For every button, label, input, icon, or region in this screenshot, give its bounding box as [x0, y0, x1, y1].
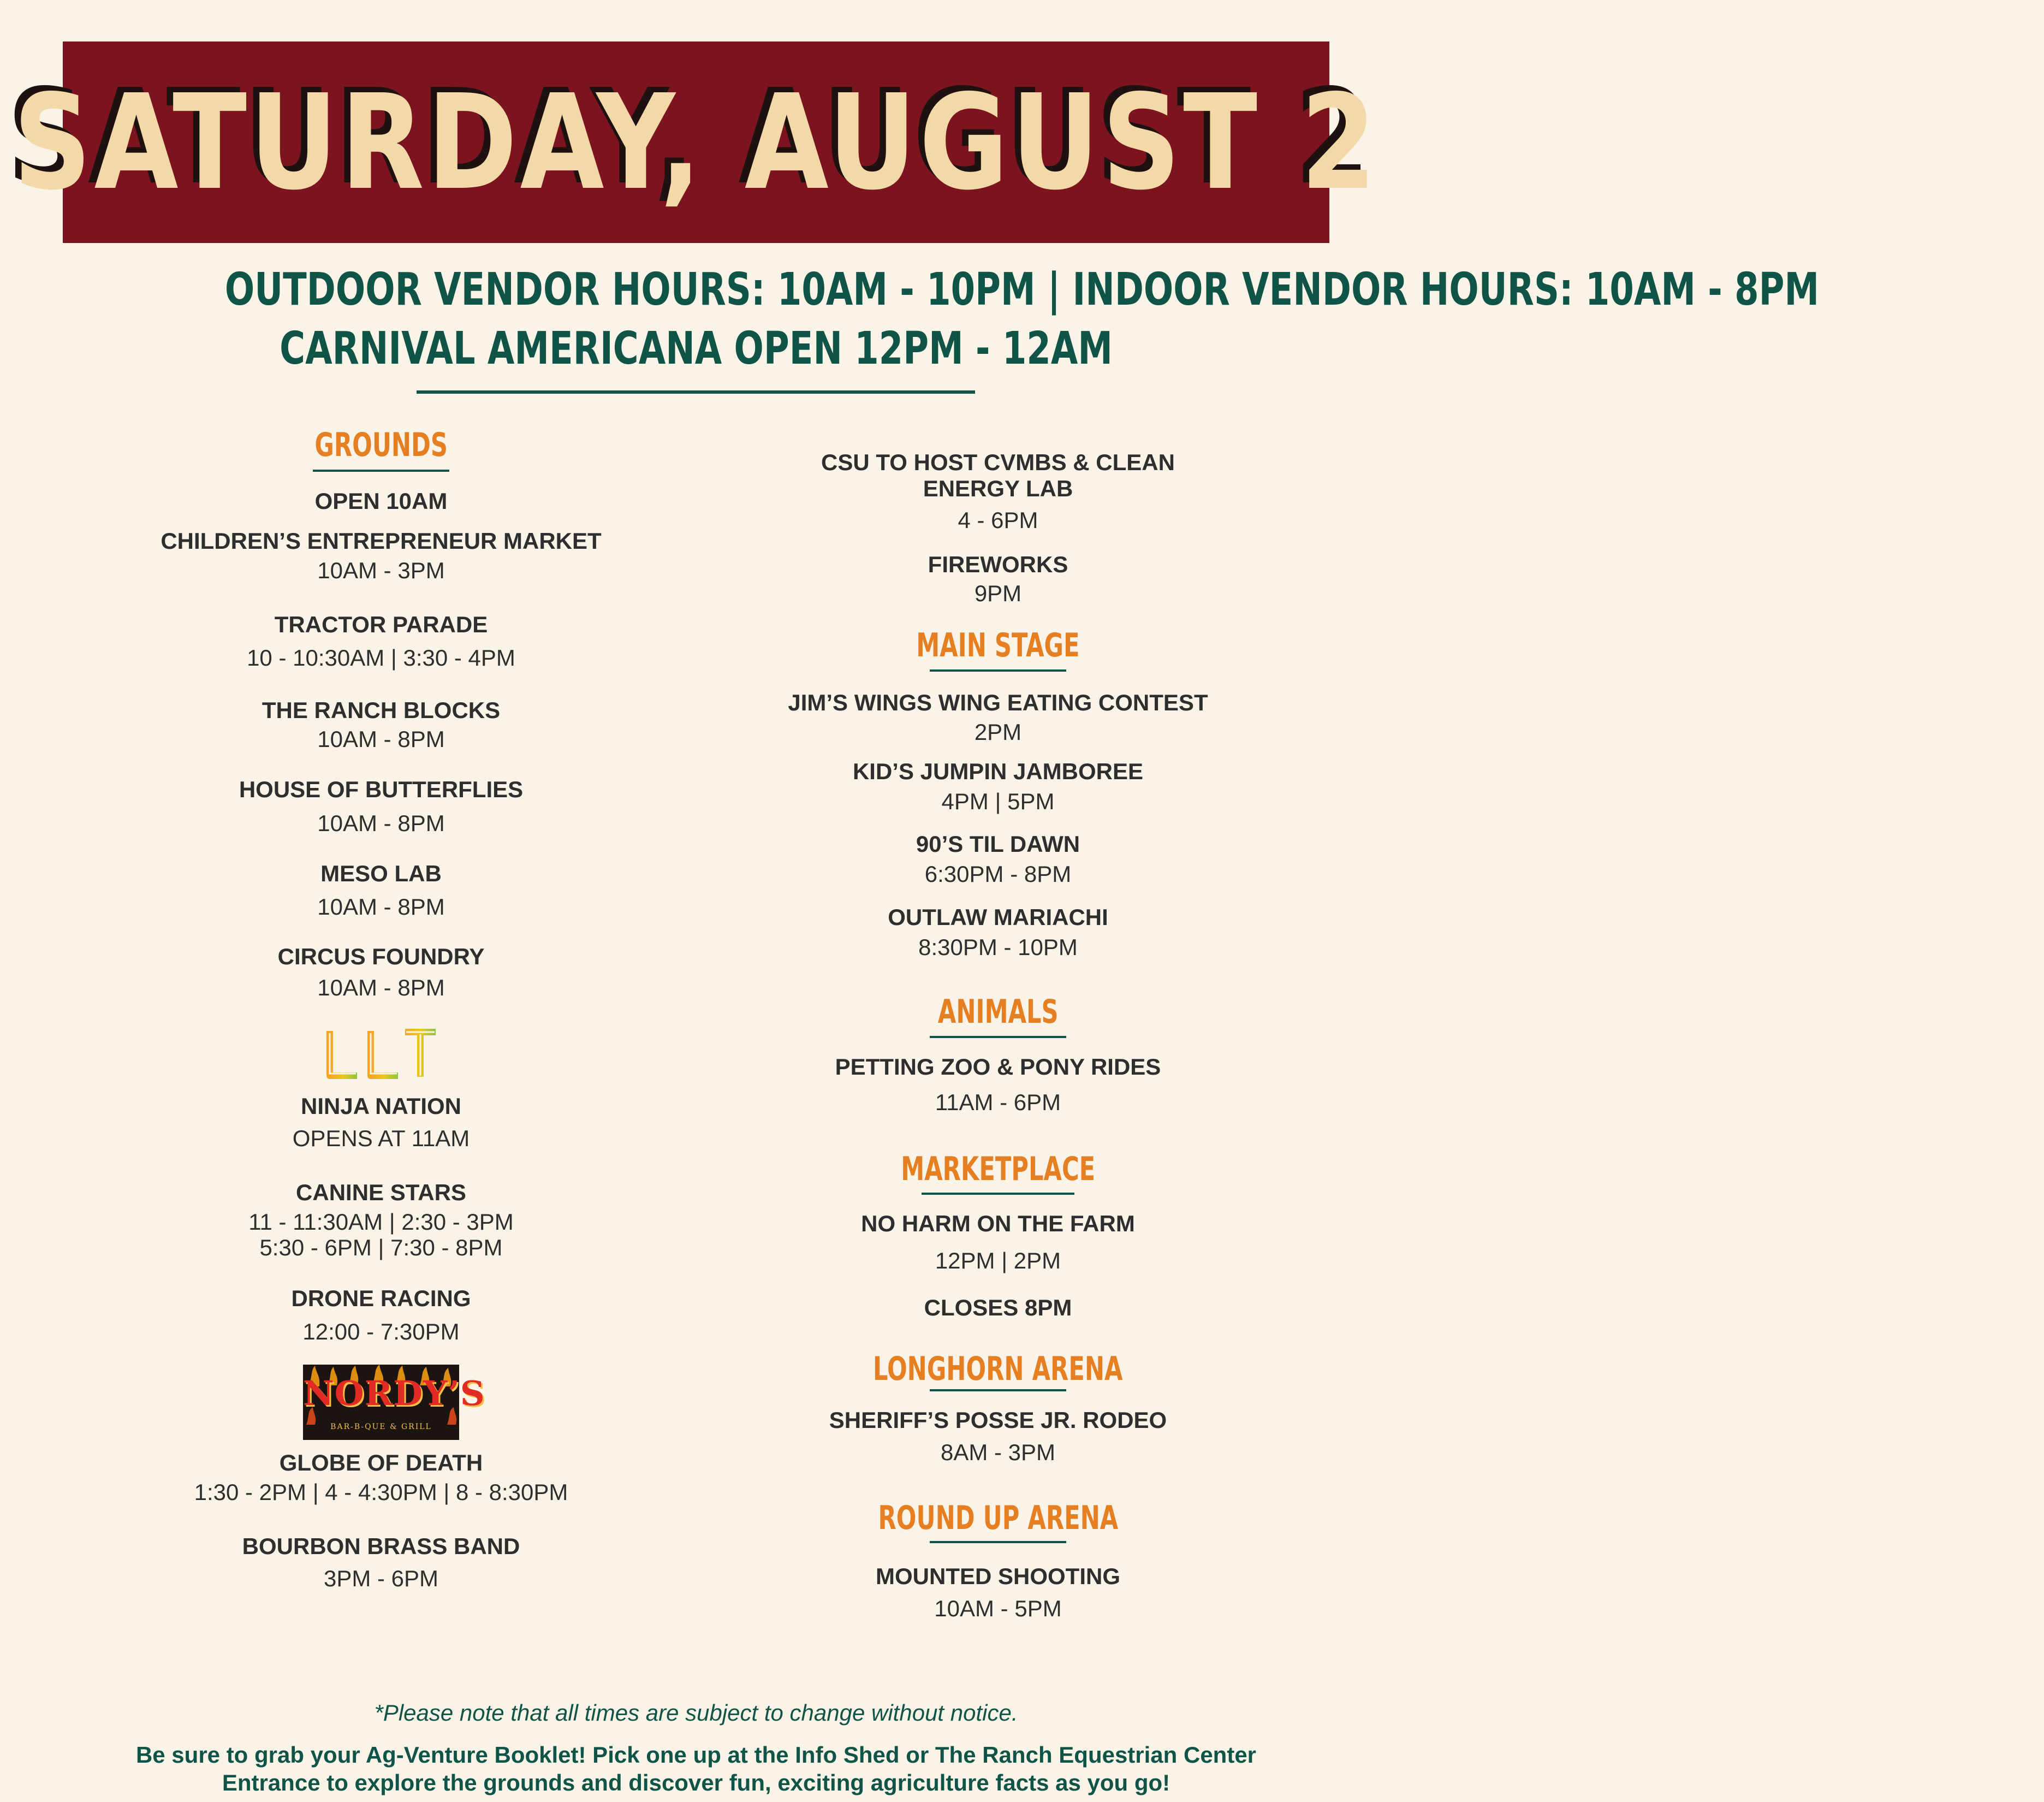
event-name: SHERIFF’S POSSE JR. RODEO: [829, 1407, 1167, 1433]
event-time: 10AM - 8PM: [317, 810, 445, 836]
disclaimer-note: *Please note that all times are subject to change without notice.: [374, 1700, 1018, 1726]
marketplace-heading: MARKETPLACE: [901, 1150, 1095, 1188]
main-stage-heading-rule: [930, 669, 1066, 672]
main-stage-heading: MAIN STAGE: [916, 626, 1080, 665]
event-time: 4PM | 5PM: [941, 789, 1055, 814]
event-time: 12:00 - 7:30PM: [302, 1319, 460, 1344]
event-name: CHILDREN’S ENTREPRENEUR MARKET: [161, 528, 602, 554]
animals-heading: ANIMALS: [937, 993, 1059, 1031]
event-name: ENERGY LAB: [923, 476, 1073, 501]
vendor-hours: OUTDOOR VENDOR HOURS: 10AM - 10PM | INDOOR VENDOR HOURS: 10AM - 8PM: [224, 264, 1820, 316]
event-name: CSU TO HOST CVMBS & CLEAN: [821, 449, 1175, 475]
round-up-arena-heading-rule: [930, 1541, 1066, 1543]
event-name: THE RANCH BLOCKS: [262, 697, 501, 723]
event-time: 10 - 10:30AM | 3:30 - 4PM: [247, 645, 515, 671]
grounds-open: OPEN 10AM: [314, 488, 448, 514]
hours-divider: [417, 390, 975, 394]
grounds-heading: GROUNDS: [314, 426, 448, 464]
event-name: MOUNTED SHOOTING: [876, 1563, 1120, 1589]
llt-letter-l1: [330, 1031, 357, 1076]
event-time: 8AM - 3PM: [940, 1439, 1056, 1465]
event-time: 3PM - 6PM: [323, 1566, 439, 1591]
event-name: NINJA NATION: [301, 1093, 461, 1119]
page-title: SATURDAY, AUGUST 2: [13, 66, 1379, 219]
event-time: 2PM: [974, 719, 1022, 745]
event-name: TRACTOR PARADE: [274, 612, 488, 637]
event-name: JIM’S WINGS WING EATING CONTEST: [788, 690, 1208, 715]
longhorn-arena-heading-rule: [930, 1389, 1066, 1391]
event-time: 5:30 - 6PM | 7:30 - 8PM: [259, 1235, 503, 1260]
animals-heading-rule: [930, 1036, 1066, 1038]
event-name: CIRCUS FOUNDRY: [277, 944, 485, 969]
event-time: 1:30 - 2PM | 4 - 4:30PM | 8 - 8:30PM: [194, 1479, 568, 1505]
event-time: 11AM - 6PM: [935, 1089, 1061, 1115]
carnival-hours: CARNIVAL AMERICANA OPEN 12PM - 12AM: [280, 323, 1113, 375]
nordys-logo: [303, 1365, 485, 1440]
event-time: 8:30PM - 10PM: [918, 934, 1078, 960]
event-time: 10AM - 8PM: [317, 726, 445, 752]
event-time: 12PM | 2PM: [935, 1248, 1061, 1273]
event-time: 10AM - 8PM: [317, 894, 445, 920]
event-time: 6:30PM - 8PM: [924, 861, 1072, 887]
llt-logo: [324, 1028, 439, 1080]
nordys-name: NORDY’S: [303, 1373, 485, 1413]
event-time: 10AM - 3PM: [317, 558, 445, 583]
event-time: 10AM - 5PM: [934, 1596, 1062, 1621]
longhorn-arena-heading: LONGHORN ARENA: [873, 1350, 1123, 1388]
event-name: CANINE STARS: [296, 1179, 466, 1205]
grounds-heading-rule: [313, 470, 449, 472]
footer-line-2: Entrance to explore the grounds and discover fun, exciting agriculture facts as you go!: [222, 1770, 1170, 1795]
event-name: NO HARM ON THE FARM: [861, 1211, 1135, 1236]
event-time: 9PM: [974, 580, 1022, 606]
event-name: OUTLAW MARIACHI: [888, 904, 1108, 930]
event-name: DRONE RACING: [291, 1285, 471, 1311]
event-name: GLOBE OF DEATH: [279, 1450, 483, 1475]
event-time: 10AM - 8PM: [317, 975, 445, 1000]
event-time: 4 - 6PM: [958, 507, 1038, 533]
event-time: OPENS AT 11AM: [292, 1125, 470, 1151]
footer-line-1: Be sure to grab your Ag-Venture Booklet! Pick one up at the Info Shed or The Ranch Equestrian Center: [135, 1742, 1257, 1768]
event-time: 11 - 11:30AM | 2:30 - 3PM: [248, 1209, 514, 1235]
event-name: KID’S JUMPIN JAMBOREE: [852, 758, 1144, 784]
title-banner: [13, 42, 1379, 243]
event-name: BOURBON BRASS BAND: [242, 1533, 520, 1559]
event-name: 90’S TIL DAWN: [916, 831, 1080, 857]
event-name: FIREWORKS: [928, 552, 1068, 577]
event-name: HOUSE OF BUTTERFLIES: [239, 776, 524, 802]
round-up-arena-heading: ROUND UP ARENA: [878, 1499, 1118, 1537]
marketplace-closes: CLOSES 8PM: [924, 1295, 1072, 1320]
nordys-tagline: BAR-B-QUE & GRILL: [330, 1422, 432, 1431]
marketplace-heading-rule: [922, 1193, 1074, 1195]
event-name: MESO LAB: [320, 861, 442, 886]
event-name: PETTING ZOO & PONY RIDES: [835, 1054, 1161, 1080]
llt-letter-l2: [371, 1031, 398, 1076]
